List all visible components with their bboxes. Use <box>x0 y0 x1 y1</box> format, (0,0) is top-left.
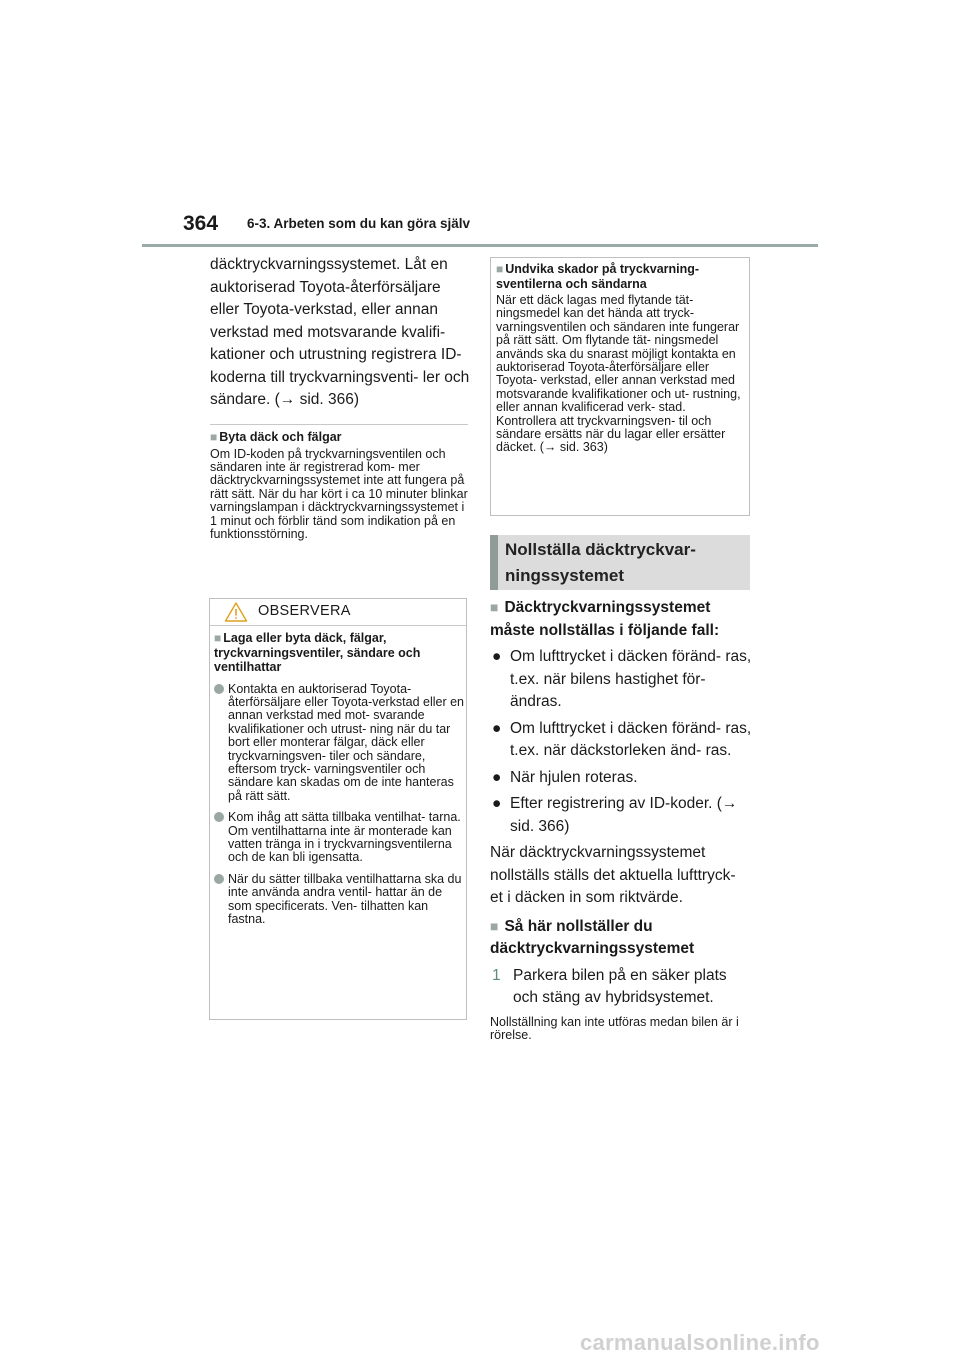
square-bullet-icon: ■ <box>496 262 504 276</box>
prevent-damage-heading: ■ Undvika skador på tryckvarning- sventilerna och sändarna <box>496 262 700 291</box>
list-item: ● Om lufttrycket i däcken föränd- ras, t.ex. när bilens hastighet för- ändras. <box>492 648 752 710</box>
square-bullet-icon: ■ <box>490 917 499 934</box>
bullet-dot-icon: ● <box>492 768 502 786</box>
observera-heading: ■ Laga eller byta däck, fälgar, tryckvarningsventiler, sändare och ventilhattar <box>214 631 421 674</box>
observera-content <box>214 631 464 926</box>
step-note: Nollställning kan inte utföras medan bilen är i rörelse. <box>490 1014 739 1042</box>
section-title: Nollställa däcktryckvar- ningssystemet <box>505 540 696 585</box>
footer-watermark: carmanualsonline.info <box>580 1330 820 1355</box>
square-bullet-icon: ■ <box>214 631 222 645</box>
observera-item: Kom ihåg att sätta tillbaka ventilhat- tarna. Om ventilhattarna inte är monterade kan vatten tränga in i tryckvarningsventilerna och de kan bli igensatta. <box>214 811 464 865</box>
chapter-title: 6-3. Arbeten som du kan göra själv <box>247 216 471 231</box>
section-header-accent <box>490 535 498 590</box>
bullet-dot-icon: ● <box>492 795 502 812</box>
list-item: ● Om lufttrycket i däcken föränd- ras, t.ex. när däckstorleken änd- ras. <box>492 719 752 759</box>
tire-change-note <box>210 430 472 541</box>
list-item: ● När hjulen roteras. <box>490 767 752 790</box>
list-item: ● Efter registrering av ID-koder. (→ sid. 366) <box>492 795 738 835</box>
circle-bullet-icon <box>214 812 224 822</box>
square-bullet-icon: ■ <box>210 430 218 444</box>
section-divider <box>210 424 468 425</box>
bullet-dot-icon: ● <box>492 719 502 737</box>
step-number: 1 <box>492 966 501 984</box>
step-item: 1 Parkera bilen på en säker plats och stäng av hybridsystemet. <box>492 966 727 1006</box>
warning-triangle-icon <box>224 601 248 623</box>
tire-change-heading: ■ Byta däck och fälgar <box>210 430 342 444</box>
page-number: 364 <box>183 212 219 235</box>
reset-instructions <box>490 596 752 1042</box>
bullet-dot-icon: ● <box>492 648 502 665</box>
prevent-damage-body: När ett däck lagas med flytande tät- ningsmedel kan det hända att tryck- varningsventilen och sändaren inte fungerar på rätt sätt. Om flytande tät- ningsmedel används ska du snarast möjligt kontakta en auktoriserad Toyota-återförsäljare eller Toyota- verkstad, eller annan verkstad med motsvarande kvalifikationer och ut- rustning, eller annan kvalificerad verk- stad. Kontrollera att tryckvarningsven- til och sändare ersätts när du lagar eller ersätter däcket. (→ sid. 363) <box>496 293 741 455</box>
after-reset-text: När däcktryckvarningssystemet nollställs ställs det aktuella lufttryck- et i däcken in som riktvärde. <box>490 844 736 906</box>
observera-divider <box>210 625 466 626</box>
square-bullet-icon: ■ <box>490 599 499 615</box>
observera-title: OBSERVERA <box>258 603 351 619</box>
reset-heading: ■ Däcktryckvarningssystemet måste nollställas i följande fall: <box>490 599 720 639</box>
circle-bullet-icon <box>214 684 224 694</box>
observera-item: Kontakta en auktoriserad Toyota- återförsäljare eller Toyota-verkstad eller en annan verkstad med mot- svarande kvalifikationer och utrust- ning när du tar bort eller monterar fälgar, däck eller tryckvarningsven- tiler och sändare, eftersom tryck- varningsventiler och sändare kan skadas om de inte hanteras på rätt sätt. <box>214 683 464 804</box>
header-divider <box>142 244 818 247</box>
observera-item: När du sätter tillbaka ventilhattarna ska du inte använda andra ventil- hattar än de som specificerats. Ven- tilhatten kan fastna. <box>214 873 464 927</box>
circle-bullet-icon <box>214 874 224 884</box>
prevent-damage-content <box>496 262 742 455</box>
howto-heading: ■ Så här nollställer du däcktryckvarningssystemet <box>490 917 695 957</box>
lead-paragraph: däcktryckvarningssystemet. Låt en auktoriserad Toyota-återförsäljare eller Toyota-verkstad, eller annan verkstad med motsvarande kvalifi- kationer och utrustning registrera ID-koderna till tryckvarningsventi- ler och sändare. (→ sid. 366) <box>210 256 470 408</box>
tire-change-body: Om ID-koden på tryckvarningsventilen och sändaren inte är registrerad kom- mer däcktryckvarningssystemet inte att fungera på rätt sätt. När du har kört i ca 10 minuter blinkar varningslampan i däcktryckvarningssystemet i 1 minut och förblir tänd som indikation på en funktionsstörning. <box>210 446 468 541</box>
